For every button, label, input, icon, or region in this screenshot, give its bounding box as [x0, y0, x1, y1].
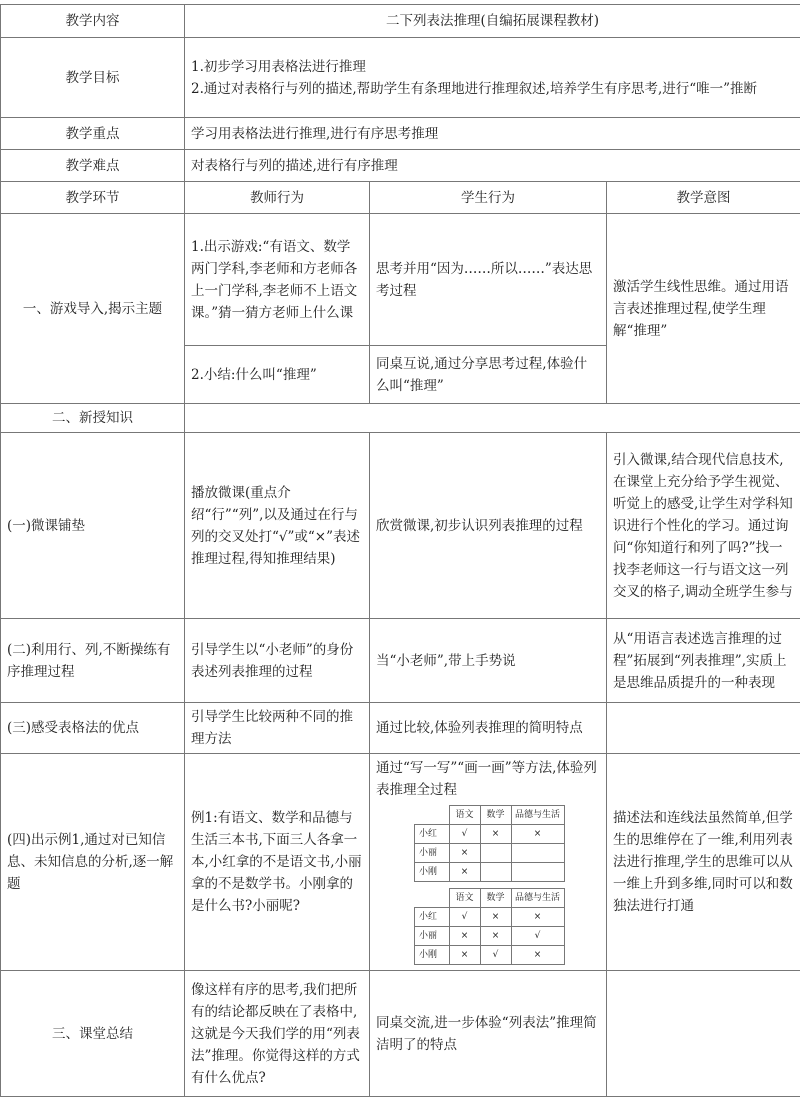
- lesson-plan-table: [0, 4, 800, 1097]
- teacher-micro-lesson: 播放微课(重点介绍“行”“列”,以及通过在行与列的交叉处打“√”或“×”表述推理过程,得知推理结果): [185, 433, 370, 619]
- stage-new-knowledge: 二、新授知识: [1, 404, 185, 433]
- reasoning-table-partial: [414, 805, 565, 882]
- row-micro-lesson: [1, 433, 800, 619]
- value-teaching-goals: [185, 38, 800, 118]
- student-example-1: [370, 754, 607, 971]
- stage-micro-lesson: (一)微课铺垫: [1, 433, 185, 619]
- mini-row-label: 小红: [415, 908, 450, 927]
- col-header-student: 学生行为: [370, 182, 607, 214]
- goal-item-2: 2.通过对表格行与列的描述,帮助学生有条理地进行推理叙述,培养学生有序思考,进行“唯一”推断: [191, 80, 758, 97]
- mini-cell: √: [449, 908, 480, 927]
- mini-row-label: 小丽: [415, 927, 450, 946]
- mini-cell: [480, 844, 511, 863]
- row-practice: [1, 619, 800, 703]
- label-key-points: 教学重点: [1, 118, 185, 150]
- row-game-intro-a: [1, 214, 800, 346]
- teacher-practice: 引导学生以“小老师”的身份表述列表推理的过程: [185, 619, 370, 703]
- mini-row-label: 小丽: [415, 844, 450, 863]
- student-table-advantages: 通过比较,体验列表推理的简明特点: [370, 703, 607, 754]
- row-difficulties: [1, 150, 800, 182]
- student-game-intro: 思考并用“因为……所以……”表达思考过程: [370, 214, 607, 346]
- intent-game-intro: 激活学生线性思维。通过用语言表述推理过程,使学生理解“推理”: [607, 214, 800, 404]
- reasoning-table-complete: [414, 888, 565, 965]
- teacher-game-intro: 1.出示游戏:“有语文、数学两门学科,李老师和方老师各上一门学科,李老师不上语文课。”猜一猜方老师上什么课: [185, 214, 370, 346]
- mini-cell: ×: [511, 946, 564, 965]
- teacher-example-1: 例1:有语文、数学和品德与生活三本书,下面三人各拿一本,小红拿的不是语文书,小丽拿的不是数学书。小刚拿的是什么书?小丽呢?: [185, 754, 370, 971]
- mini-cell: ×: [449, 946, 480, 965]
- intent-practice: 从“用语言表述选言推理的过程”拓展到“列表推理”,实质上是思维品质提升的一种表现: [607, 619, 800, 703]
- row-summary: [1, 971, 800, 1097]
- mini-row-label: 小刚: [415, 863, 450, 882]
- mini-cell: √: [480, 946, 511, 965]
- mini-cell: ×: [449, 863, 480, 882]
- mini-cell: √: [511, 927, 564, 946]
- mini-cell: ×: [511, 825, 564, 844]
- row-example-1: [1, 754, 800, 971]
- row-teaching-content: [1, 5, 800, 38]
- mini-header: 品德与生活: [511, 889, 564, 908]
- label-teaching-content: 教学内容: [1, 5, 185, 38]
- mini-header: 数学: [480, 806, 511, 825]
- label-teaching-goals: 教学目标: [1, 38, 185, 118]
- mini-row-label: 小刚: [415, 946, 450, 965]
- student-summary-reasoning: 同桌互说,通过分享思考过程,体验什么叫“推理”: [370, 346, 607, 404]
- mini-cell: ×: [511, 908, 564, 927]
- mini-header: 品德与生活: [511, 806, 564, 825]
- student-summary: 同桌交流,进一步体验“列表法”推理简洁明了的特点: [370, 971, 607, 1097]
- student-practice: 当“小老师”,带上手势说: [370, 619, 607, 703]
- intent-micro-lesson: 引入微课,结合现代信息技术,在课堂上充分给予学生视觉、听觉上的感受,让学生对学科知识进行个性化的学习。通过询问“你知道行和列了吗?”找一找李老师这一行与语文这一列交叉的格子,调动全班学生参与: [607, 433, 800, 619]
- mini-row-label: 小红: [415, 825, 450, 844]
- teacher-table-advantages: 引导学生比较两种不同的推理方法: [185, 703, 370, 754]
- value-difficulties: 对表格行与列的描述,进行有序推理: [185, 150, 800, 182]
- mini-cell: ×: [449, 844, 480, 863]
- stage-practice: (二)利用行、列,不断操练有序推理过程: [1, 619, 185, 703]
- mini-cell: ×: [480, 825, 511, 844]
- mini-header: 语文: [449, 889, 480, 908]
- col-header-teacher: 教师行为: [185, 182, 370, 214]
- intent-table-advantages: [607, 703, 800, 754]
- stage-table-advantages: (三)感受表格法的优点: [1, 703, 185, 754]
- mini-header: 数学: [480, 889, 511, 908]
- col-header-stage: 教学环节: [1, 182, 185, 214]
- intent-summary: [607, 971, 800, 1097]
- student-micro-lesson: 欣赏微课,初步认识列表推理的过程: [370, 433, 607, 619]
- mini-cell: ×: [449, 927, 480, 946]
- mini-cell: [511, 863, 564, 882]
- new-knowledge-blank: [185, 404, 800, 433]
- row-new-knowledge: [1, 404, 800, 433]
- mini-header: 语文: [449, 806, 480, 825]
- row-table-advantages: [1, 703, 800, 754]
- stage-example-1: (四)出示例1,通过对已知信息、未知信息的分析,逐一解题: [1, 754, 185, 971]
- mini-cell: √: [449, 825, 480, 844]
- row-key-points: [1, 118, 800, 150]
- mini-cell: [511, 844, 564, 863]
- goal-item-1: 1.初步学习用表格法进行推理: [191, 58, 366, 75]
- mini-cell: ×: [480, 927, 511, 946]
- value-key-points: 学习用表格法进行推理,进行有序思考推理: [185, 118, 800, 150]
- teacher-summary: 像这样有序的思考,我们把所有的结论都反映在了表格中,这就是今天我们学的用“列表法”推理。你觉得这样的方式有什么优点?: [185, 971, 370, 1097]
- value-teaching-content: 二下列表法推理(自编拓展课程教材): [185, 5, 800, 38]
- mini-cell: [480, 863, 511, 882]
- stage-summary: 三、课堂总结: [1, 971, 185, 1097]
- label-difficulties: 教学难点: [1, 150, 185, 182]
- intent-example-1: 描述法和连线法虽然简单,但学生的思维停在了一维,利用列表法进行推理,学生的思维可以从一维上升到多维,同时可以和数独法进行打通: [607, 754, 800, 971]
- col-header-intent: 教学意图: [607, 182, 800, 214]
- student-example-1-text: 通过“写一写”“画一画”等方法,体验列表推理全过程: [376, 760, 597, 798]
- teacher-summary-reasoning: 2.小结:什么叫“推理”: [185, 346, 370, 404]
- mini-cell: ×: [480, 908, 511, 927]
- column-header-row: [1, 182, 800, 214]
- stage-game-intro: 一、游戏导入,揭示主题: [1, 214, 185, 404]
- row-teaching-goals: [1, 38, 800, 118]
